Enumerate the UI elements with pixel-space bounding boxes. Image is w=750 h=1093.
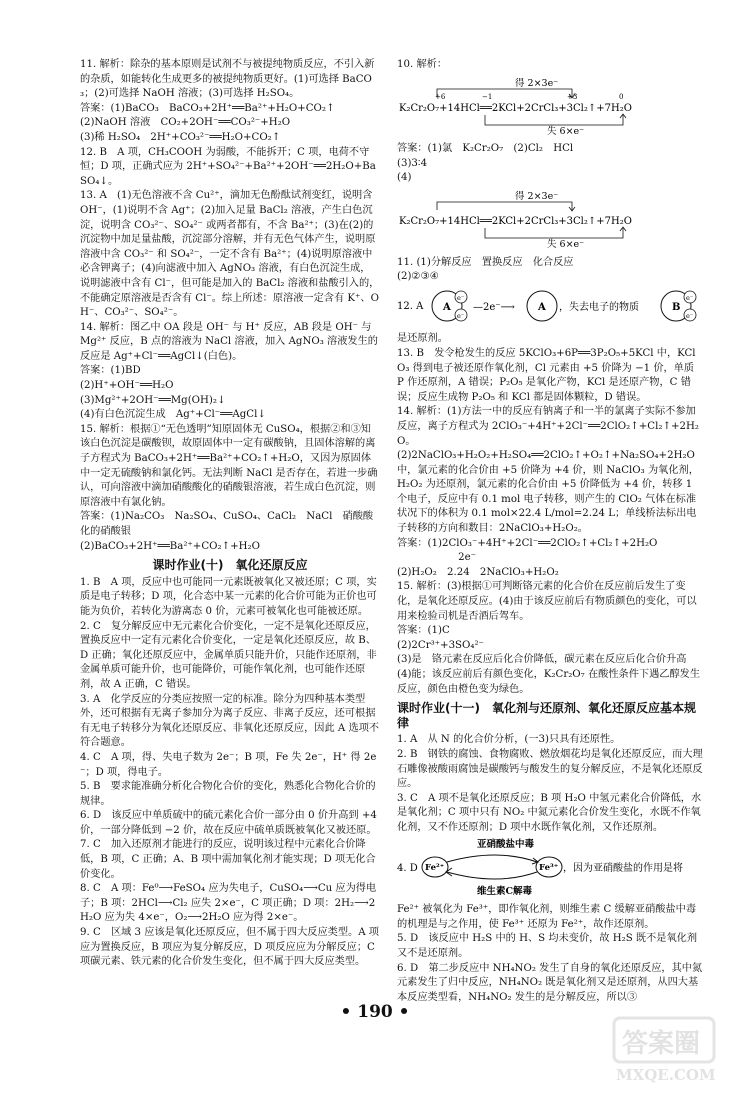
answer-paragraph: 15. 解析：(3)根据①可判断铬元素的化合价在反应前后发生了变化，是氧化还原反应。(4)由于该反应前后有物质颜色的变化，可以用来检验司机是否酒后驾车。 [397, 581, 697, 622]
answer-paragraph: 14. 解析：图乙中 OA 段是 OH⁻ 与 H⁺ 反应，AB 段是 OH⁻ 与 Mg²⁺ 反应，B 点的溶液为 NaCl 溶液，加入 AgNO₃ 溶液发生的反应是 Ag⁺+Cl⁻══AgCl↓(白色)。 [80, 321, 378, 362]
svg-text:e⁻: e⁻ [686, 311, 694, 320]
left-column [80, 58, 380, 970]
answer-paragraph: 7. C 加入还原剂才能进行的反应，说明该过程中元素化合价降低，B 项，C 正确；A、B 项中需加氧化剂才能实现；D 项无化合价变化。 [80, 839, 376, 880]
diagram-4 [397, 838, 703, 902]
answer-paragraph: (2)2NaClO₃+H₂O₂+H₂SO₄══2ClO₂↑+O₂↑+Na₂SO₄+2H₂O 中，氯元素的化合价由 +5 价降为 +4 价，则 NaClO₃ 为氧化剂，H₂O₂ 为还原剂，氯元素的化合价由 +5 价降低为 +4 价，转移 1 个电子，反应中有 0.1 mol 电子转移，则产生的 ClO₂ 气体在标准状况下的体积为 0.1 mol×22.4 L/mol=2.24 L；单线桥法标出电子转移的方向和数目：2NaClO₃+H₂O₂。 [397, 450, 699, 535]
gain-label: 得 2×3e⁻ [515, 77, 559, 89]
svg-text:MXQE.COM: MXQE.COM [616, 1066, 716, 1084]
watermark-logo [610, 1012, 720, 1086]
answer-paragraph: (3)Mg²⁺+2OH⁻══Mg(OH)₂↓ [80, 394, 226, 406]
answer-paragraph: 14. 解析：(1)方法一中的反应有钠离子和一半的氯离子实际不参加反应，离子方程式为 2ClO₃⁻+4H⁺+2Cl⁻══2ClO₂↑+Cl₂↑+2H₂O。 [397, 406, 699, 447]
electron-transfer-diagram [397, 188, 697, 248]
svg-text:Fe³⁺: Fe³⁺ [539, 862, 559, 873]
answer-paragraph: (4) [397, 172, 412, 184]
answer-paragraph: 5. D 该反应中 H₂S 中的 H、S 均未变价，故 H₂S 既不是氧化剂又不是还原剂。 [397, 933, 698, 959]
answer-paragraph: 6. D 第二步反应中 NH₄NO₂ 发生了自身的氧化还原反应，其中氮元素发生了归中反应，NH₄NO₂ 既是氧化剂又是还原剂，从四大基本反应类型看，NH₄NO₂ 发生的是分解反应，所以③ [397, 962, 703, 1003]
answer-paragraph: (3)是 铬元素在反应后化合价降低，碳元素在反应后化合价升高 [397, 654, 687, 666]
answer-paragraph: 13. B 发令枪发生的反应 5KClO₃+6P══3P₂O₅+5KCl 中，KClO₃ 得到电子被还原作氧化剂，Cl 元素由 +5 价降为 −1 价，单质 P 作还原剂，A 错误；P₂O₅ 是氧化产物，KCl 是还原产物，C 错误；反应生成物 P₂O₅ 和 KCl 都是固体颗粒，D 错误。 [397, 347, 698, 403]
svg-text:+3: +3 [567, 92, 578, 101]
svg-text:e⁻: e⁻ [457, 311, 465, 320]
answer-paragraph: 5. B 要求能准确分析化合物化合价的变化，熟悉化合物化合价的规律。 [80, 781, 376, 807]
answer-paragraph: (2)NaOH 溶液 CO₂+2OH⁻══CO₃²⁻+H₂O [80, 117, 291, 129]
answer-paragraph: 15. 解析：根据①“无色透明”知原固体无 CuSO₄，根据②和③知该白色沉淀是碳酸钡，故原固体中一定有碳酸钠，且固体溶解的离子方程式为 BaCO₃+2H⁺══Ba²⁺+CO₂↑+H₂O，又因为原固体中一定无硫酸钠和氯化钙。无法判断 NaCl 是否存在，若进一步确认，可向溶液中滴加硝酸酸化的硝酸银溶液，若生成白色沉淀，则原溶液中有氯化钠。 [80, 423, 378, 508]
right-column [397, 58, 703, 1005]
svg-text:，因为亚硝酸盐的作用是将: ，因为亚硝酸盐的作用是将 [563, 862, 683, 874]
answer-paragraph: 答案：(1)C [397, 625, 450, 637]
electron-transfer-diagram [397, 75, 697, 135]
answer-paragraph: 11. 解析：除杂的基本原则是试剂不与被提纯物质反应，不引入新的杂质，如能转化生成更多的被提纯物质更好。(1)可选择 BaCO₃；(2)可选择 NaOH 溶液；(3)可选择 H₂SO₄。 [80, 59, 375, 100]
answer-paragraph: 2e⁻ [397, 552, 477, 564]
answer-paragraph: 3. A 化学反应的分类应按照一定的标准。除分为四种基本类型外，还可根据有无离子参加分为离子反应、非离子反应，还可根据有无电子转移分为氧化还原反应、非氧化还原反应，因此 A 选项不符合题意。 [80, 693, 380, 749]
answer-paragraph: 11. (1)分解反应 置换反应 化合反应 [397, 256, 574, 268]
answer-paragraph: (3)稀 H₂SO₄ 2H⁺+CO₃²⁻══H₂O+CO₂↑ [80, 131, 281, 143]
answer-paragraph: 3. C A 项不是氧化还原反应；B 项 H₂O 中氢元素化合价降低，水是氧化剂；C 项中只有 NO₂ 中氮元素化合价发生变化，水既不作氧化剂，又不作还原剂；D 项中水既作氧化剂，又作还原剂。 [397, 792, 702, 833]
svg-text:—2e⁻⟶: —2e⁻⟶ [473, 301, 515, 313]
answer-paragraph: 6. D 该反应中单质硫中的硫元素化合价一部分由 0 价升高到 +4 价，一部分降低到 −2 价，故在反应中硫单质既被氧化又被还原。 [80, 810, 381, 836]
svg-text:0: 0 [619, 92, 624, 101]
svg-text:A: A [538, 301, 546, 313]
diagram-3 [397, 287, 703, 331]
answer-paragraph: 答案：(1)BaCO₃ BaCO₃+2H⁺══Ba²⁺+H₂O+CO₂↑ [80, 102, 335, 114]
reaction-formula: K₂Cr₂O₇+14HCl══2KCl+2CrCl₃+3Cl₂↑+7H₂O [399, 102, 632, 114]
answer-paragraph: Fe²⁺ 被氧化为 Fe³⁺，即作氧化剂，则维生素 C 缓解亚硝酸盐中毒的机理是与之作用，使 Fe³⁺ 还原为 Fe²⁺，故作还原剂。 [397, 904, 697, 930]
answer-paragraph: 答案：(1)2ClO₃⁻+4H⁺+2Cl⁻══2ClO₂↑+Cl₂↑+2H₂O [397, 537, 658, 549]
answer-paragraph: (2)H₂O₂ 2.24 2NaClO₃+H₂O₂ [397, 566, 559, 578]
page-number: • 190 • [340, 1002, 410, 1022]
answer-paragraph: 1. A 从 N 的化合价分析，(一3)只具有还原性。 [397, 734, 621, 746]
svg-text:，失去电子的物质: ，失去电子的物质 [559, 301, 639, 313]
answer-paragraph: (3)3∶4 [397, 157, 428, 169]
svg-text:−1: −1 [482, 92, 493, 101]
answer-paragraph: (2)②③④ [397, 271, 439, 283]
answer-paragraph: 答案：(1)Na₂CO₃ Na₂SO₄、CuSO₄、CaCl₂ NaCl 硝酸酸化的硝酸银 [80, 511, 374, 537]
answer-paragraph: 13. A (1)无色溶液不含 Cu²⁺，滴加无色酚酞试剂变红，说明含 OH⁻，(1)说明不含 Ag⁺；(2)加入足量 BaCl₂ 溶液，产生白色沉淀，说明含 CO₃²⁻、SO₄²⁻ 或两者都有，不含 Ba²⁺；(3)在(2)的沉淀物中加足量盐酸，沉淀部分溶解，并有无色气体产生，说明原溶液中含 CO₃²⁻ 和 SO₄²⁻，一定不含有 Ba²⁺；(4)说明原溶液中必含钾离子；(4)向滤液中加入 AgNO₃ 溶液，有白色沉淀生成，说明滤液中含有 Cl⁻，但可能是加入的 BaCl₂ 溶液和盐酸引入的，不能确定原溶液是否含有 Cl⁻。综上所述：原溶液一定含有 K⁺、OH⁻、CO₃²⁻、SO₄²⁻。 [80, 190, 380, 319]
answer-paragraph: 答案：(1)BD [80, 365, 141, 377]
answer-paragraph: (4)能；该反应前后有颜色变化，K₂Cr₂O₇ 在酸性条件下遇乙醇发生反应，颜色由橙色变为绿色。 [397, 669, 701, 695]
answer-paragraph: 8. C A 项：Fe⁰⟶FeSO₄ 应为失电子，CuSO₄⟶Cu 应为得电子；B 项：2HCl⟶Cl₂ 应失 2×e⁻，C 项正确；D 项：2H₂⟶2H₂O 应为失 4×e⁻，O₂⟶2H₂O 应为得 2×e⁻。 [80, 883, 377, 924]
svg-text:维生素C解毒: 维生素C解毒 [477, 885, 533, 896]
loss-label: 失 6×e⁻ [547, 238, 585, 248]
answer-paragraph: 2. B 钢铁的腐蚀、食物腐败、燃放烟花均是氧化还原反应，而大理石雕像被酸雨腐蚀是碳酸钙与酸发生的复分解反应，不是氧化还原反应。 [397, 748, 703, 790]
svg-text:+6: +6 [435, 92, 446, 101]
atom-electron-diagram [397, 287, 697, 325]
section-heading: 课时作业(十) 氧化还原反应 [152, 558, 308, 573]
svg-text:e⁻: e⁻ [457, 293, 465, 302]
section-heading: 课时作业(十一) 氧化剂与还原剂、氧化还原反应基本规律 [397, 701, 696, 730]
gain-label: 得 2×3e⁻ [515, 190, 559, 202]
answer-paragraph: (2)BaCO₃+2H⁺══Ba²⁺+CO₂↑+H₂O [80, 540, 260, 552]
svg-text:e⁻: e⁻ [686, 293, 694, 302]
svg-text:A: A [443, 301, 451, 313]
answer-paragraph: 9. C 区域 3 应该是氧化还原反应，但不属于四大反应类型。A 项应为置换反应，B 项应为复分解反应，D 项反应应为分解反应；C 项碳元素、铁元素的化合价发生变化，但不属于四大反应类型。 [80, 927, 379, 968]
answer-paragraph: 是还原剂。 [397, 333, 448, 345]
svg-text:答案圈: 答案圈 [622, 1029, 701, 1059]
fe-redox-cycle-diagram [397, 838, 697, 896]
reaction-formula: K₂Cr₂O₇+14HCl══2KCl+2CrCl₃+3Cl₂↑+7H₂O [399, 215, 632, 227]
answer-paragraph: (2)H⁺+OH⁻══H₂O [80, 380, 174, 392]
answer-paragraph: (4)有白色沉淀生成 Ag⁺+Cl⁻══AgCl↓ [80, 409, 266, 421]
answer-paragraph: 4. C A 项，得、失电子数为 2e⁻；B 项，Fe 失 2e⁻，H⁺ 得 2e⁻；D 项，得电子。 [80, 751, 377, 778]
svg-text:亚硝酸盐中毒: 亚硝酸盐中毒 [477, 838, 535, 850]
diagram-2 [397, 188, 703, 254]
answer-paragraph: (2)2Cr³⁺+3SO₄²⁻ [397, 639, 484, 651]
loss-label: 失 6×e⁻ [547, 125, 585, 135]
svg-text:12. A: 12. A [397, 300, 424, 312]
diagram-1 [397, 75, 703, 141]
answer-paragraph: 10. 解析： [397, 59, 448, 70]
svg-text:B: B [672, 301, 681, 313]
answer-paragraph: 12. B A 项，CH₃COOH 为弱酸，不能拆开；C 项，电荷不守恒；D 项，正确式应为 2H⁺+SO₄²⁻+Ba²⁺+2OH⁻══2H₂O+BaSO₄↓。 [80, 146, 376, 187]
svg-text:Fe²⁺: Fe²⁺ [425, 862, 445, 873]
answer-paragraph: 答案：(1)氯 K₂Cr₂O₇ (2)Cl₂ HCl [397, 143, 574, 155]
svg-text:4. D: 4. D [397, 862, 418, 874]
answer-paragraph: 2. C 复分解反应中无元素化合价变化，一定不是氧化还原反应，置换反应中一定有元素化合价变化，一定是氧化还原反应，故 B、D 正确；氧化还原反应中，金属单质只能升价，只能作还原剂，非金属单质可能升价，也可能降价，可能作氧化剂，也可能作还原剂，故 A 正确，C 错误。 [80, 620, 377, 690]
answer-paragraph: 1. B A 项，反应中也可能同一元素既被氧化又被还原；C 项，实质是电子转移；D 项，化合态中某一元素的化合价可能为正价也可能为负价，若转化为游离态 0 价，元素可被氧化也可能被还原。 [80, 576, 377, 617]
